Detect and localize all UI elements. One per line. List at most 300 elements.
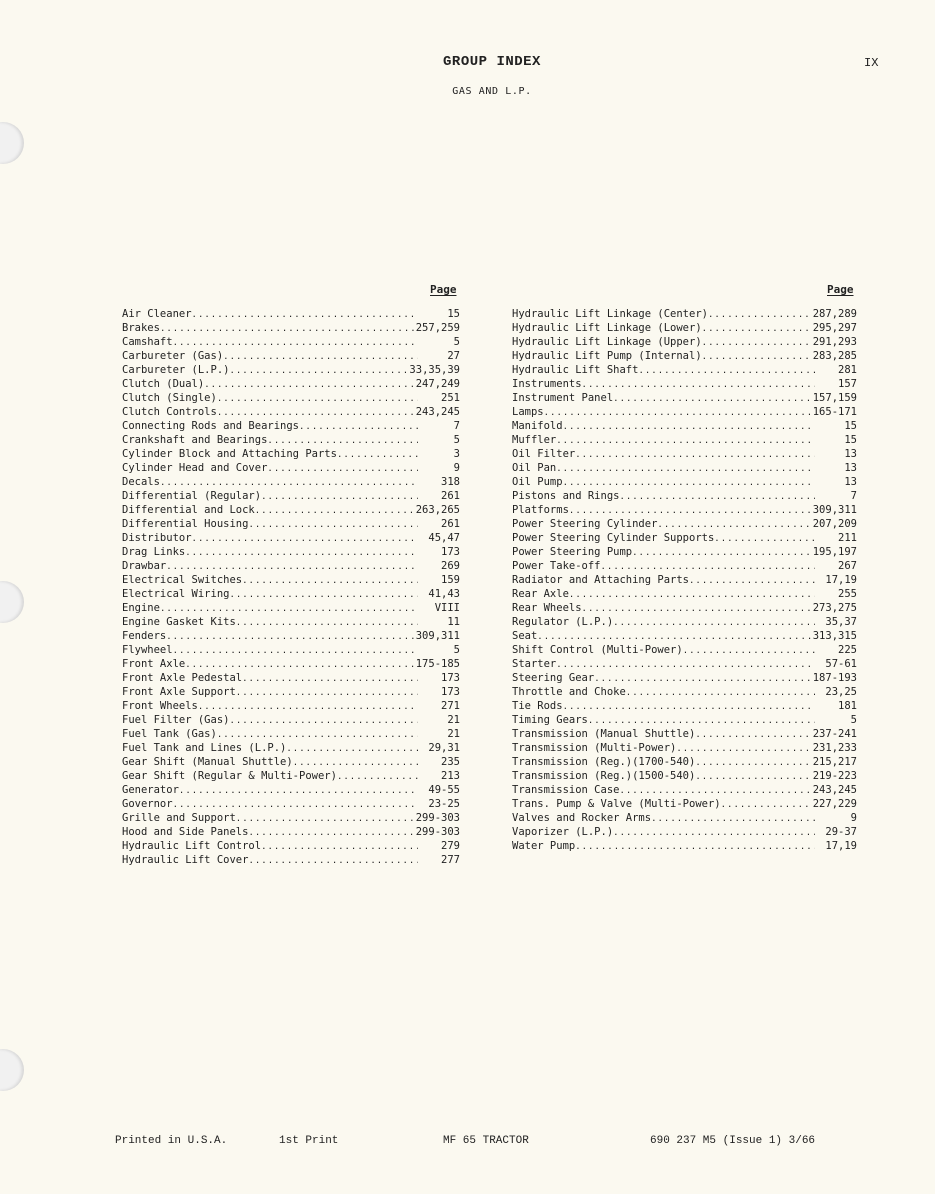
leader-dots [217, 392, 418, 406]
index-entry [122, 349, 460, 363]
leader-dots [657, 518, 810, 532]
entry-page: 187-193 [812, 672, 857, 684]
index-column-right [512, 307, 857, 853]
entry-label: Instruments [512, 378, 582, 390]
entry-label: Muffler [512, 434, 557, 446]
page-column-header-right: Page [827, 283, 854, 296]
index-entry [122, 531, 460, 545]
leader-dots [676, 742, 810, 756]
leader-dots [173, 644, 418, 658]
leader-dots [714, 532, 815, 546]
index-entry [512, 629, 857, 643]
index-entry [122, 517, 460, 531]
leader-dots [544, 406, 811, 420]
leader-dots [242, 672, 418, 686]
leader-dots [261, 490, 418, 504]
entry-page: 3 [453, 448, 460, 460]
entry-page: 277 [441, 854, 460, 866]
entry-label: Cylinder Head and Cover [122, 462, 268, 474]
entry-page: 175-185 [415, 658, 460, 670]
index-entry [122, 601, 460, 615]
index-entry [122, 559, 460, 573]
entry-page: 13 [844, 448, 857, 460]
index-entry [122, 811, 460, 825]
index-entry [512, 531, 857, 545]
page-column-header-left: Page [430, 283, 457, 296]
entry-label: Differential and Lock [122, 504, 255, 516]
leader-dots [638, 364, 815, 378]
leader-dots [695, 728, 810, 742]
leader-dots [255, 504, 414, 518]
entry-label: Transmission (Multi-Power) [512, 742, 677, 754]
entry-page: 247,249 [415, 378, 460, 390]
entry-page: 13 [844, 476, 857, 488]
entry-label: Engine Gasket Kits [122, 616, 236, 628]
leader-dots [217, 406, 414, 420]
leader-dots [594, 672, 811, 686]
entry-page: 15 [844, 434, 857, 446]
leader-dots [261, 840, 418, 854]
index-entry [512, 699, 857, 713]
entry-page: 195,197 [812, 546, 857, 558]
entry-page: 173 [441, 546, 460, 558]
leader-dots [613, 616, 815, 630]
entry-page: 273,275 [812, 602, 857, 614]
index-entry [512, 307, 857, 321]
leader-dots [299, 420, 418, 434]
entry-page: 41,43 [428, 588, 460, 600]
entry-page: 7 [453, 420, 460, 432]
index-entry [122, 839, 460, 853]
entry-label: Clutch (Dual) [122, 378, 205, 390]
leader-dots [267, 462, 418, 476]
entry-label: Gear Shift (Manual Shuttle) [122, 756, 293, 768]
entry-page: 267 [838, 560, 857, 572]
leader-dots [695, 756, 810, 770]
entry-page: 5 [453, 644, 460, 656]
index-entry [512, 643, 857, 657]
leader-dots [185, 546, 418, 560]
leader-dots [229, 364, 407, 378]
index-entry [122, 587, 460, 601]
entry-label: Transmission Case [512, 784, 620, 796]
index-entry [512, 825, 857, 839]
entry-label: Connecting Rods and Bearings [122, 420, 300, 432]
entry-label: Timing Gears [512, 714, 588, 726]
leader-dots [613, 392, 811, 406]
index-entry [122, 783, 460, 797]
index-entry [512, 671, 857, 685]
leader-dots [651, 812, 815, 826]
entry-page: 157 [838, 378, 857, 390]
entry-page: 295,297 [812, 322, 857, 334]
leader-dots [569, 504, 811, 518]
entry-label: Decals [122, 476, 160, 488]
leader-dots [632, 546, 811, 560]
index-entry [122, 825, 460, 839]
entry-page: 173 [441, 672, 460, 684]
entry-page: 243,245 [812, 784, 857, 796]
leader-dots [556, 434, 815, 448]
entry-page: 15 [447, 308, 460, 320]
entry-label: Crankshaft and Bearings [122, 434, 268, 446]
footer-printed: Printed in U.S.A. [115, 1135, 228, 1147]
entry-page: 261 [441, 490, 460, 502]
index-entry [122, 391, 460, 405]
index-entry [122, 419, 460, 433]
entry-page: 215,217 [812, 756, 857, 768]
entry-page: 17,19 [825, 840, 857, 852]
entry-label: Brakes [122, 322, 160, 334]
index-entry [512, 755, 857, 769]
leader-dots [582, 602, 811, 616]
index-entry [512, 685, 857, 699]
index-entry [512, 433, 857, 447]
entry-label: Power Steering Pump [512, 546, 633, 558]
index-entry [122, 475, 460, 489]
entry-page: 283,285 [812, 350, 857, 362]
entry-page: 251 [441, 392, 460, 404]
index-entry [512, 419, 857, 433]
index-entry [512, 573, 857, 587]
entry-page: 263,265 [415, 504, 460, 516]
leader-dots [248, 854, 418, 868]
entry-label: Grille and Support [122, 812, 236, 824]
leader-dots [537, 630, 810, 644]
index-entry [122, 447, 460, 461]
leader-dots [563, 476, 815, 490]
entry-page: 49-55 [428, 784, 460, 796]
leader-dots [556, 658, 815, 672]
index-entry [512, 811, 857, 825]
entry-page: 281 [838, 364, 857, 376]
entry-page: 271 [441, 700, 460, 712]
index-entry [512, 587, 857, 601]
entry-page: 279 [441, 840, 460, 852]
entry-page: 157,159 [812, 392, 857, 404]
entry-page: 313,315 [812, 630, 857, 642]
index-entry [122, 335, 460, 349]
entry-label: Vaporizer (L.P.) [512, 826, 614, 838]
entry-label: Fuel Tank and Lines (L.P.) [122, 742, 287, 754]
entry-label: Radiator and Attaching Parts [512, 574, 690, 586]
index-entry [122, 545, 460, 559]
entry-label: Fuel Filter (Gas) [122, 714, 230, 726]
entry-label: Clutch Controls [122, 406, 217, 418]
footer-model: MF 65 TRACTOR [443, 1135, 529, 1147]
leader-dots [588, 714, 815, 728]
index-entry [512, 489, 857, 503]
entry-page: 23,25 [825, 686, 857, 698]
index-entry [512, 797, 857, 811]
index-entry [512, 461, 857, 475]
entry-page: 237-241 [812, 728, 857, 740]
entry-page: 291,293 [812, 336, 857, 348]
leader-dots [242, 574, 418, 588]
index-entry [122, 307, 460, 321]
entry-label: Oil Pump [512, 476, 563, 488]
index-column-left [122, 307, 460, 867]
entry-page: 21 [447, 728, 460, 740]
leader-dots [721, 798, 811, 812]
entry-page: 9 [453, 462, 460, 474]
punch-hole [0, 122, 24, 164]
entry-page: 33,35,39 [409, 364, 460, 376]
entry-label: Camshaft [122, 336, 173, 348]
entry-page: 11 [447, 616, 460, 628]
entry-label: Drag Links [122, 546, 186, 558]
entry-page: 243,245 [415, 406, 460, 418]
leader-dots [286, 742, 418, 756]
entry-page: 255 [838, 588, 857, 600]
entry-page: 299-303 [415, 826, 460, 838]
entry-label: Power Take-off [512, 560, 601, 572]
index-entry [122, 713, 460, 727]
footer-print-run: 1st Print [279, 1135, 339, 1147]
leader-dots [619, 490, 815, 504]
entry-page: 13 [844, 462, 857, 474]
entry-label: Valves and Rocker Arms [512, 812, 652, 824]
index-entry [512, 559, 857, 573]
entry-page: 57-61 [825, 658, 857, 670]
entry-page: 287,289 [812, 308, 857, 320]
entry-page: 9 [850, 812, 857, 824]
index-entry [122, 433, 460, 447]
index-entry [122, 377, 460, 391]
entry-label: Manifold [512, 420, 563, 432]
entry-page: 5 [453, 336, 460, 348]
entry-page: 318 [441, 476, 460, 488]
entry-label: Starter [512, 658, 557, 670]
entry-label: Water Pump [512, 840, 576, 852]
index-entry [122, 615, 460, 629]
entry-label: Transmission (Reg.)(1700-540) [512, 756, 696, 768]
entry-label: Throttle and Choke [512, 686, 626, 698]
entry-label: Hydraulic Lift Linkage (Center) [512, 308, 708, 320]
index-entry [512, 657, 857, 671]
index-entry [122, 503, 460, 517]
entry-page: 165-171 [812, 406, 857, 418]
entry-label: Rear Axle [512, 588, 569, 600]
leader-dots [626, 686, 815, 700]
entry-page: 261 [441, 518, 460, 530]
entry-page: 219-223 [812, 770, 857, 782]
leader-dots [192, 532, 418, 546]
entry-label: Platforms [512, 504, 569, 516]
entry-label: Electrical Wiring [122, 588, 230, 600]
entry-label: Transmission (Manual Shuttle) [512, 728, 696, 740]
leader-dots [563, 420, 815, 434]
page-subtitle: GAS AND L.P. [452, 86, 532, 97]
entry-label: Drawbar [122, 560, 167, 572]
leader-dots [601, 560, 815, 574]
entry-label: Power Steering Cylinder [512, 518, 658, 530]
entry-label: Steering Gear [512, 672, 595, 684]
entry-page: 29,31 [428, 742, 460, 754]
leader-dots [582, 378, 815, 392]
entry-page: 299-303 [415, 812, 460, 824]
index-entry [122, 853, 460, 867]
index-entry [122, 405, 460, 419]
index-entry [122, 643, 460, 657]
entry-label: Front Wheels [122, 700, 198, 712]
entry-page: VIII [434, 602, 460, 614]
entry-label: Pistons and Rings [512, 490, 620, 502]
index-entry [512, 447, 857, 461]
leader-dots [337, 770, 418, 784]
index-entry [122, 629, 460, 643]
index-entry [512, 321, 857, 335]
entry-label: Front Axle Support [122, 686, 236, 698]
index-entry [512, 727, 857, 741]
index-entry [512, 839, 857, 853]
leader-dots [179, 784, 418, 798]
leader-dots [204, 378, 414, 392]
entry-page: 231,233 [812, 742, 857, 754]
entry-label: Regulator (L.P.) [512, 616, 614, 628]
leader-dots [198, 700, 418, 714]
entry-label: Air Cleaner [122, 308, 192, 320]
entry-label: Tie Rods [512, 700, 563, 712]
entry-page: 45,47 [428, 532, 460, 544]
entry-label: Fenders [122, 630, 167, 642]
index-entry [512, 545, 857, 559]
entry-page: 235 [441, 756, 460, 768]
entry-label: Differential (Regular) [122, 490, 262, 502]
leader-dots [166, 630, 413, 644]
footer-doc-code: 690 237 M5 (Issue 1) 3/66 [650, 1135, 816, 1147]
punch-hole [0, 581, 24, 623]
entry-page: 309,311 [415, 630, 460, 642]
entry-label: Seat [512, 630, 538, 642]
index-entry [512, 391, 857, 405]
entry-page: 309,311 [812, 504, 857, 516]
entry-label: Lamps [512, 406, 544, 418]
index-entry [122, 685, 460, 699]
leader-dots [160, 602, 418, 616]
entry-label: Gear Shift (Regular & Multi-Power) [122, 770, 337, 782]
leader-dots [229, 714, 418, 728]
index-entry [122, 657, 460, 671]
entry-page: 17,19 [825, 574, 857, 586]
entry-label: Instrument Panel [512, 392, 614, 404]
index-entry [512, 349, 857, 363]
index-entry [122, 573, 460, 587]
entry-label: Hood and Side Panels [122, 826, 249, 838]
entry-label: Hydraulic Lift Shaft [512, 364, 639, 376]
entry-page: 225 [838, 644, 857, 656]
index-entry [512, 405, 857, 419]
entry-label: Carbureter (L.P.) [122, 364, 230, 376]
leader-dots [575, 840, 815, 854]
entry-label: Electrical Switches [122, 574, 243, 586]
leader-dots [236, 686, 418, 700]
index-entry [512, 335, 857, 349]
leader-dots [337, 448, 418, 462]
index-entry [512, 769, 857, 783]
entry-label: Hydraulic Lift Pump (Internal) [512, 350, 702, 362]
leader-dots [563, 700, 815, 714]
leader-dots [217, 728, 418, 742]
entry-label: Distributor [122, 532, 192, 544]
entry-page: 211 [838, 532, 857, 544]
page-number: IX [864, 56, 879, 70]
index-entry [512, 783, 857, 797]
index-entry [512, 741, 857, 755]
entry-page: 207,209 [812, 518, 857, 530]
leader-dots [619, 784, 810, 798]
index-entry [512, 475, 857, 489]
leader-dots [173, 798, 418, 812]
entry-label: Generator [122, 784, 179, 796]
punch-hole [0, 1049, 24, 1091]
leader-dots [702, 336, 811, 350]
leader-dots [236, 812, 414, 826]
entry-label: Carbureter (Gas) [122, 350, 224, 362]
index-entry [122, 321, 460, 335]
leader-dots [702, 322, 811, 336]
leader-dots [267, 434, 418, 448]
entry-label: Clutch (Single) [122, 392, 217, 404]
leader-dots [248, 518, 418, 532]
entry-page: 7 [850, 490, 857, 502]
leader-dots [160, 476, 418, 490]
entry-page: 181 [838, 700, 857, 712]
leader-dots [248, 826, 413, 840]
entry-label: Front Axle [122, 658, 186, 670]
leader-dots [683, 644, 815, 658]
entry-page: 15 [844, 420, 857, 432]
leader-dots [166, 560, 418, 574]
index-entry [122, 797, 460, 811]
entry-label: Trans. Pump & Valve (Multi-Power) [512, 798, 721, 810]
leader-dots [569, 588, 815, 602]
entry-label: Differential Housing [122, 518, 249, 530]
entry-label: Shift Control (Multi-Power) [512, 644, 683, 656]
leader-dots [695, 770, 810, 784]
index-entry [122, 489, 460, 503]
entry-page: 35,37 [825, 616, 857, 628]
leader-dots [229, 588, 418, 602]
leader-dots [556, 462, 815, 476]
index-entry [512, 503, 857, 517]
index-entry [122, 755, 460, 769]
entry-label: Hydraulic Lift Control [122, 840, 262, 852]
entry-page: 173 [441, 686, 460, 698]
leader-dots [613, 826, 815, 840]
entry-label: Hydraulic Lift Cover [122, 854, 249, 866]
index-entry [122, 769, 460, 783]
entry-page: 29-37 [825, 826, 857, 838]
entry-label: Front Axle Pedestal [122, 672, 243, 684]
index-entry [122, 727, 460, 741]
leader-dots [702, 350, 811, 364]
index-entry [122, 741, 460, 755]
entry-page: 257,259 [415, 322, 460, 334]
index-entry [512, 713, 857, 727]
entry-page: 21 [447, 714, 460, 726]
leader-dots [236, 616, 418, 630]
index-entry [512, 517, 857, 531]
entry-page: 213 [441, 770, 460, 782]
leader-dots [708, 308, 811, 322]
leader-dots [173, 336, 418, 350]
leader-dots [192, 308, 418, 322]
page-title: GROUP INDEX [443, 54, 541, 70]
leader-dots [160, 322, 414, 336]
index-entry [512, 377, 857, 391]
entry-page: 5 [850, 714, 857, 726]
